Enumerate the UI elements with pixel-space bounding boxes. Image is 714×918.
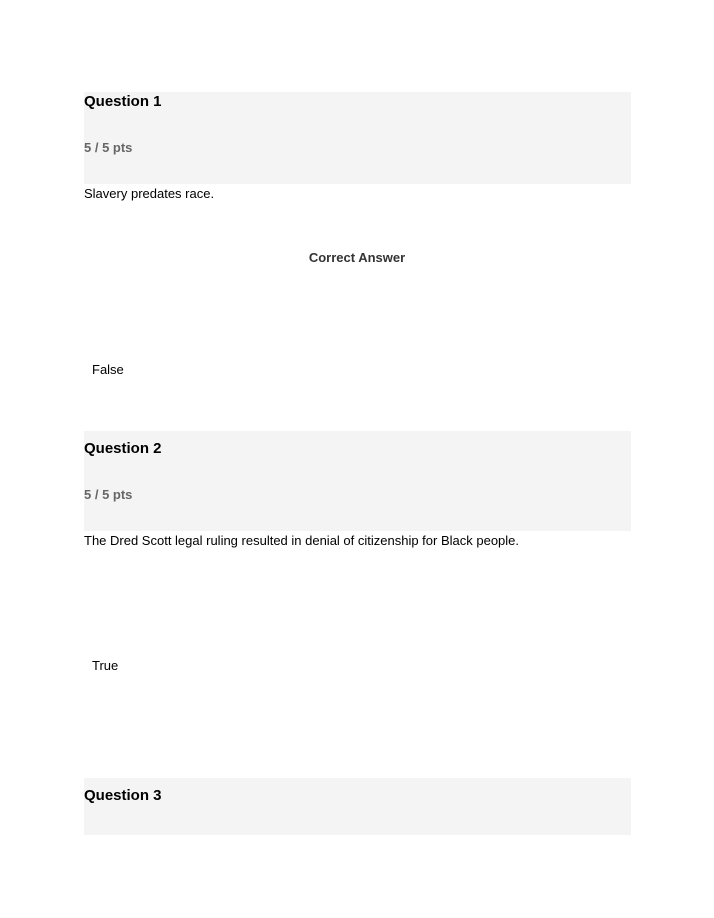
question-1-header [84, 92, 631, 184]
question-2-text: The Dred Scott legal ruling resulted in denial of citizenship for Black people. [84, 533, 520, 548]
correct-answer-label: Correct Answer [308, 250, 406, 265]
question-2-header [84, 431, 631, 531]
question-1-points: 5 / 5 pts [84, 140, 133, 155]
question-3-title: Question 3 [84, 787, 162, 804]
question-2-title: Question 2 [84, 440, 162, 457]
question-3-header [84, 778, 631, 835]
question-1-answer: False [92, 362, 124, 377]
question-2-points: 5 / 5 pts [84, 487, 133, 502]
question-1-text: Slavery predates race. [84, 186, 215, 201]
question-2-answer: True [92, 658, 119, 673]
question-1-title: Question 1 [84, 93, 162, 110]
